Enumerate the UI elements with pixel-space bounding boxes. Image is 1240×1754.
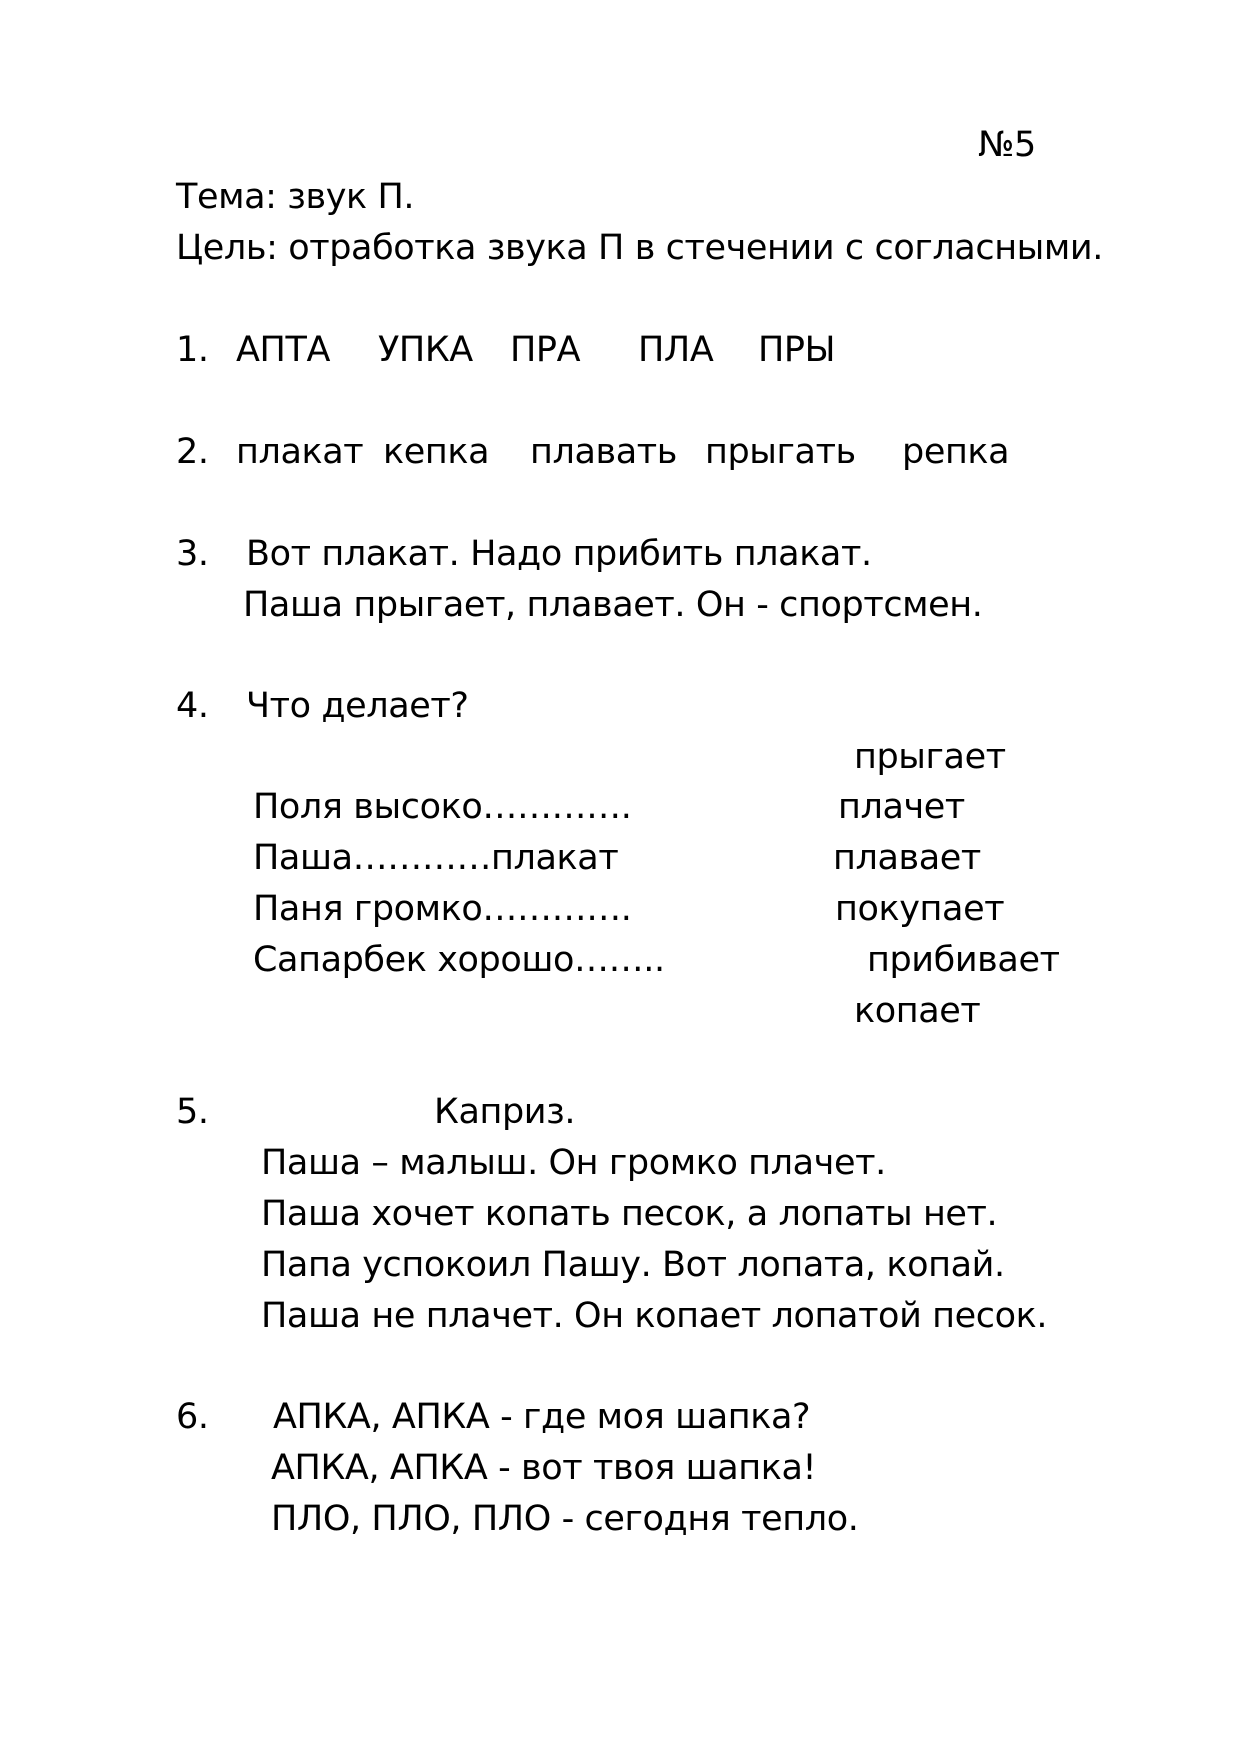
- verb-option: покупает: [835, 889, 1005, 929]
- story-title: Каприз.: [434, 1092, 576, 1132]
- word: плакат: [236, 432, 364, 472]
- verb-option: копает: [854, 991, 981, 1031]
- topic: Тема: звук П.: [176, 177, 415, 217]
- verb-option: плавает: [833, 838, 981, 878]
- section-number: 4.: [176, 686, 209, 726]
- fill-in-sentence: Поля высоко………….: [253, 787, 632, 827]
- story-line: Паша хочет копать песок, а лопаты нет.: [261, 1194, 998, 1234]
- fill-in-sentence: Паня громко………….: [253, 889, 632, 929]
- verb-option: прибивает: [867, 940, 1060, 980]
- syllable: ПЛА: [638, 330, 714, 370]
- fill-in-sentence: Паша…………плакат: [253, 838, 619, 878]
- page-number: №5: [978, 125, 1036, 165]
- section-number: 3.: [176, 534, 209, 574]
- fill-in-sentence: Сапарбек хорошо……..: [253, 940, 665, 980]
- rhyme-line: ПЛО, ПЛО, ПЛО - сегодня тепло.: [271, 1499, 859, 1539]
- syllable: ПРЫ: [758, 330, 836, 370]
- sentence-line: Паша прыгает, плавает. Он - спортсмен.: [243, 585, 983, 625]
- goal: Цель: отработка звука П в стечении с согласными.: [176, 228, 1103, 268]
- syllable: АПТА: [236, 330, 330, 370]
- word: плавать: [530, 432, 677, 472]
- verb-option: прыгает: [854, 737, 1006, 777]
- word: прыгать: [705, 432, 856, 472]
- rhyme-line: АПКА, АПКА - где моя шапка?: [273, 1397, 811, 1437]
- word: репка: [902, 432, 1010, 472]
- sentence-line: Вот плакат. Надо прибить плакат.: [246, 534, 872, 574]
- word: кепка: [383, 432, 490, 472]
- section-number: 6.: [176, 1397, 209, 1437]
- syllable: ПРА: [510, 330, 581, 370]
- rhyme-line: АПКА, АПКА - вот твоя шапка!: [271, 1448, 817, 1488]
- story-line: Паша – малыш. Он громко плачет.: [261, 1143, 886, 1183]
- story-line: Паша не плачет. Он копает лопатой песок.: [261, 1296, 1048, 1336]
- section-number: 1.: [176, 330, 209, 370]
- section-number: 2.: [176, 432, 209, 472]
- syllable: УПКА: [378, 330, 473, 370]
- section-number: 5.: [176, 1092, 209, 1132]
- verb-option: плачет: [838, 787, 965, 827]
- section-heading: Что делает?: [246, 686, 469, 726]
- story-line: Папа успокоил Пашу. Вот лопата, копай.: [261, 1245, 1005, 1285]
